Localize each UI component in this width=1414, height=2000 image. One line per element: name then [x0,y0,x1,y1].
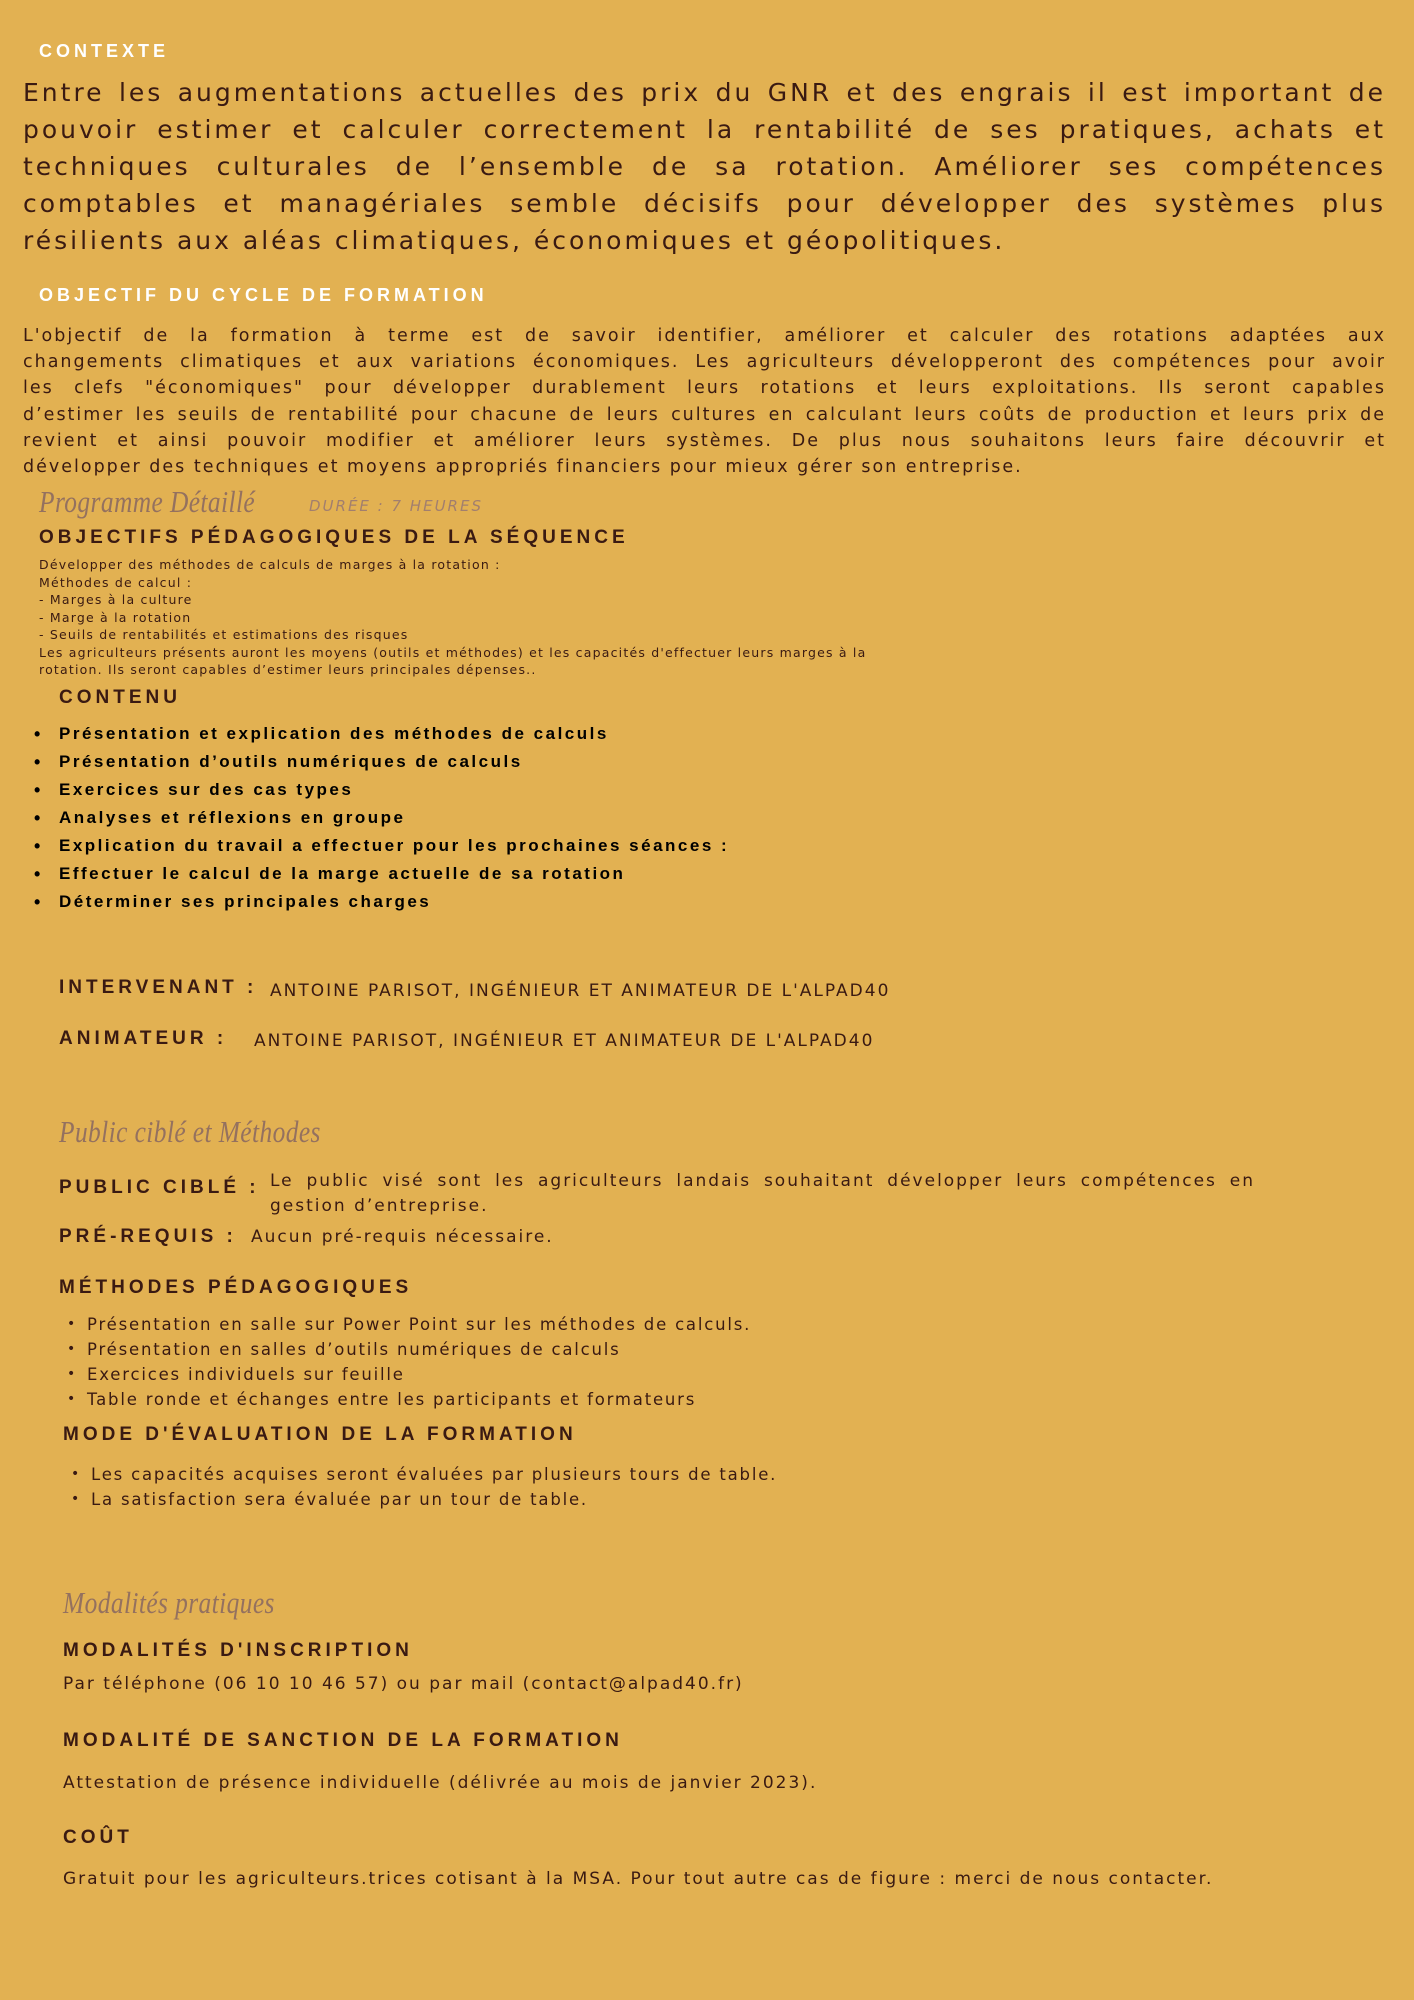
evaluation-item: • La satisfaction sera évaluée par un tour de table. [91,1487,777,1512]
objectif-line: revient et ainsi pouvoir modifier et améliorer leurs systèmes. De plus nous souhaitons leurs faire découvrir et [23,430,1386,451]
modalites-title: Modalités pratiques [63,1585,275,1620]
objectifs-line: - Seuils de rentabilités et estimations des risques [39,627,409,642]
evaluation-item: • Les capacités acquises seront évaluées par plusieurs tours de table. [91,1462,777,1487]
intervenant-label: INTERVENANT : [59,977,258,998]
prerequis-value: Aucun pré-requis nécessaire. [251,1227,554,1247]
contenu-item: • Présentation d’outils numériques de calculs [59,748,729,776]
objectifs-line: - Marges à la culture [39,592,193,607]
contenu-title: CONTENU [59,687,181,708]
objectif-line: changements climatiques et aux variations économiques. Les agriculteurs développeront des compétences pour avoir [23,352,1386,373]
sanction-title: MODALITÉ DE SANCTION DE LA FORMATION [63,1730,623,1751]
objectif-line: les clefs "économiques" pour développer durablement leurs rotations et leurs exploitations. Ils seront capables [23,378,1386,399]
contexte-line: Entre les augmentations actuelles des prix du GNR et des engrais il est important de [23,78,1386,107]
inscription-title: MODALITÉS D'INSCRIPTION [63,1640,413,1661]
methodes-item: • Table ronde et échanges entre les participants et formateurs [87,1387,751,1412]
duree-label: DURÉE : 7 HEURES [309,497,483,515]
contenu-item: • Déterminer ses principales charges [59,888,729,916]
public-cible-line: gestion d’entreprise. [270,1196,489,1216]
contenu-item: • Explication du travail a effectuer pour les prochaines séances : [59,832,729,860]
cout-title: COÛT [63,1827,133,1848]
prerequis-label: PRÉ-REQUIS : [59,1226,237,1247]
objectifs-pedagogiques-text [39,556,919,679]
intervenant-value: ANTOINE PARISOT, INGÉNIEUR ET ANIMATEUR DE L'ALPAD40 [270,981,891,1001]
contexte-paragraph [23,74,1386,259]
sanction-text: Attestation de présence individuelle (délivrée au mois de janvier 2023). [63,1773,818,1793]
contexte-line: résilients aux aléas climatiques, économiques et géopolitiques. [23,226,1006,255]
contenu-item: • Analyses et réflexions en groupe [59,804,729,832]
objectifs-line: rotation. Ils seront capables d’estimer leurs principales dépenses.. [39,662,537,677]
objectif-line: L'objectif de la formation à terme est de savoir identifier, améliorer et calculer des rotations adaptées aux [23,326,1386,346]
animateur-value: ANTOINE PARISOT, INGÉNIEUR ET ANIMATEUR DE L'ALPAD40 [254,1031,875,1051]
contexte-line: comptables et managériales semble décisifs pour développer des systèmes plus [23,189,1386,218]
objectif-paragraph [23,323,1386,480]
methodes-item: • Présentation en salles d’outils numériques de calculs [87,1337,751,1362]
contexte-title: CONTEXTE [39,41,170,61]
methodes-item: • Présentation en salle sur Power Point sur les méthodes de calculs. [87,1312,751,1337]
methodes-list [87,1312,751,1412]
contenu-item: • Présentation et explication des méthodes de calculs [59,720,729,748]
objectif-title: OBJECTIF DU CYCLE DE FORMATION [39,285,488,305]
public-cible-label: PUBLIC CIBLÉ : [59,1177,260,1198]
objectifs-line: Développer des méthodes de calculs de marges à la rotation : [39,557,501,572]
contenu-item: • Exercices sur des cas types [59,776,729,804]
programme-title: Programme Détaillé [39,484,256,519]
objectifs-pedagogiques-title: OBJECTIFS PÉDAGOGIQUES DE LA SÉQUENCE [39,527,629,548]
public-title: Public ciblé et Méthodes [59,1114,321,1149]
evaluation-list [91,1462,777,1512]
objectifs-line: Les agriculteurs présents auront les moyens (outils et méthodes) et les capacités d'effectuer leurs marges à la [39,644,867,660]
methodes-item: • Exercices individuels sur feuille [87,1362,751,1387]
inscription-text: Par téléphone (06 10 10 46 57) ou par mail (contact@alpad40.fr) [63,1674,744,1694]
objectifs-line: Méthodes de calcul : [39,574,193,590]
contexte-line: techniques culturales de l’ensemble de sa rotation. Améliorer ses compétences [23,152,1386,181]
objectif-line: développer des techniques et moyens appropriés financiers pour mieux gérer son entreprise. [23,457,1023,478]
animateur-label: ANIMATEUR : [59,1028,228,1049]
objectifs-line: - Marge à la rotation [39,609,192,625]
methodes-title: MÉTHODES PÉDAGOGIQUES [59,1277,413,1298]
public-cible-line: Le public visé sont les agriculteurs landais souhaitant développer leurs compétences en [270,1171,1255,1191]
objectif-line: d’estimer les seuils de rentabilité pour chacune de leurs cultures en calculant leurs coûts de production et leurs prix de [23,404,1386,425]
evaluation-title: MODE D'ÉVALUATION DE LA FORMATION [63,1424,577,1445]
contexte-line: pouvoir estimer et calculer correctement la rentabilité de ses pratiques, achats et [23,115,1386,144]
contenu-list [59,720,729,916]
contenu-item: • Effectuer le calcul de la marge actuelle de sa rotation [59,860,729,888]
public-cible-text [270,1169,1255,1219]
cout-text: Gratuit pour les agriculteurs.trices cotisant à la MSA. Pour tout autre cas de figure : merci de nous contacter. [63,1869,1214,1889]
